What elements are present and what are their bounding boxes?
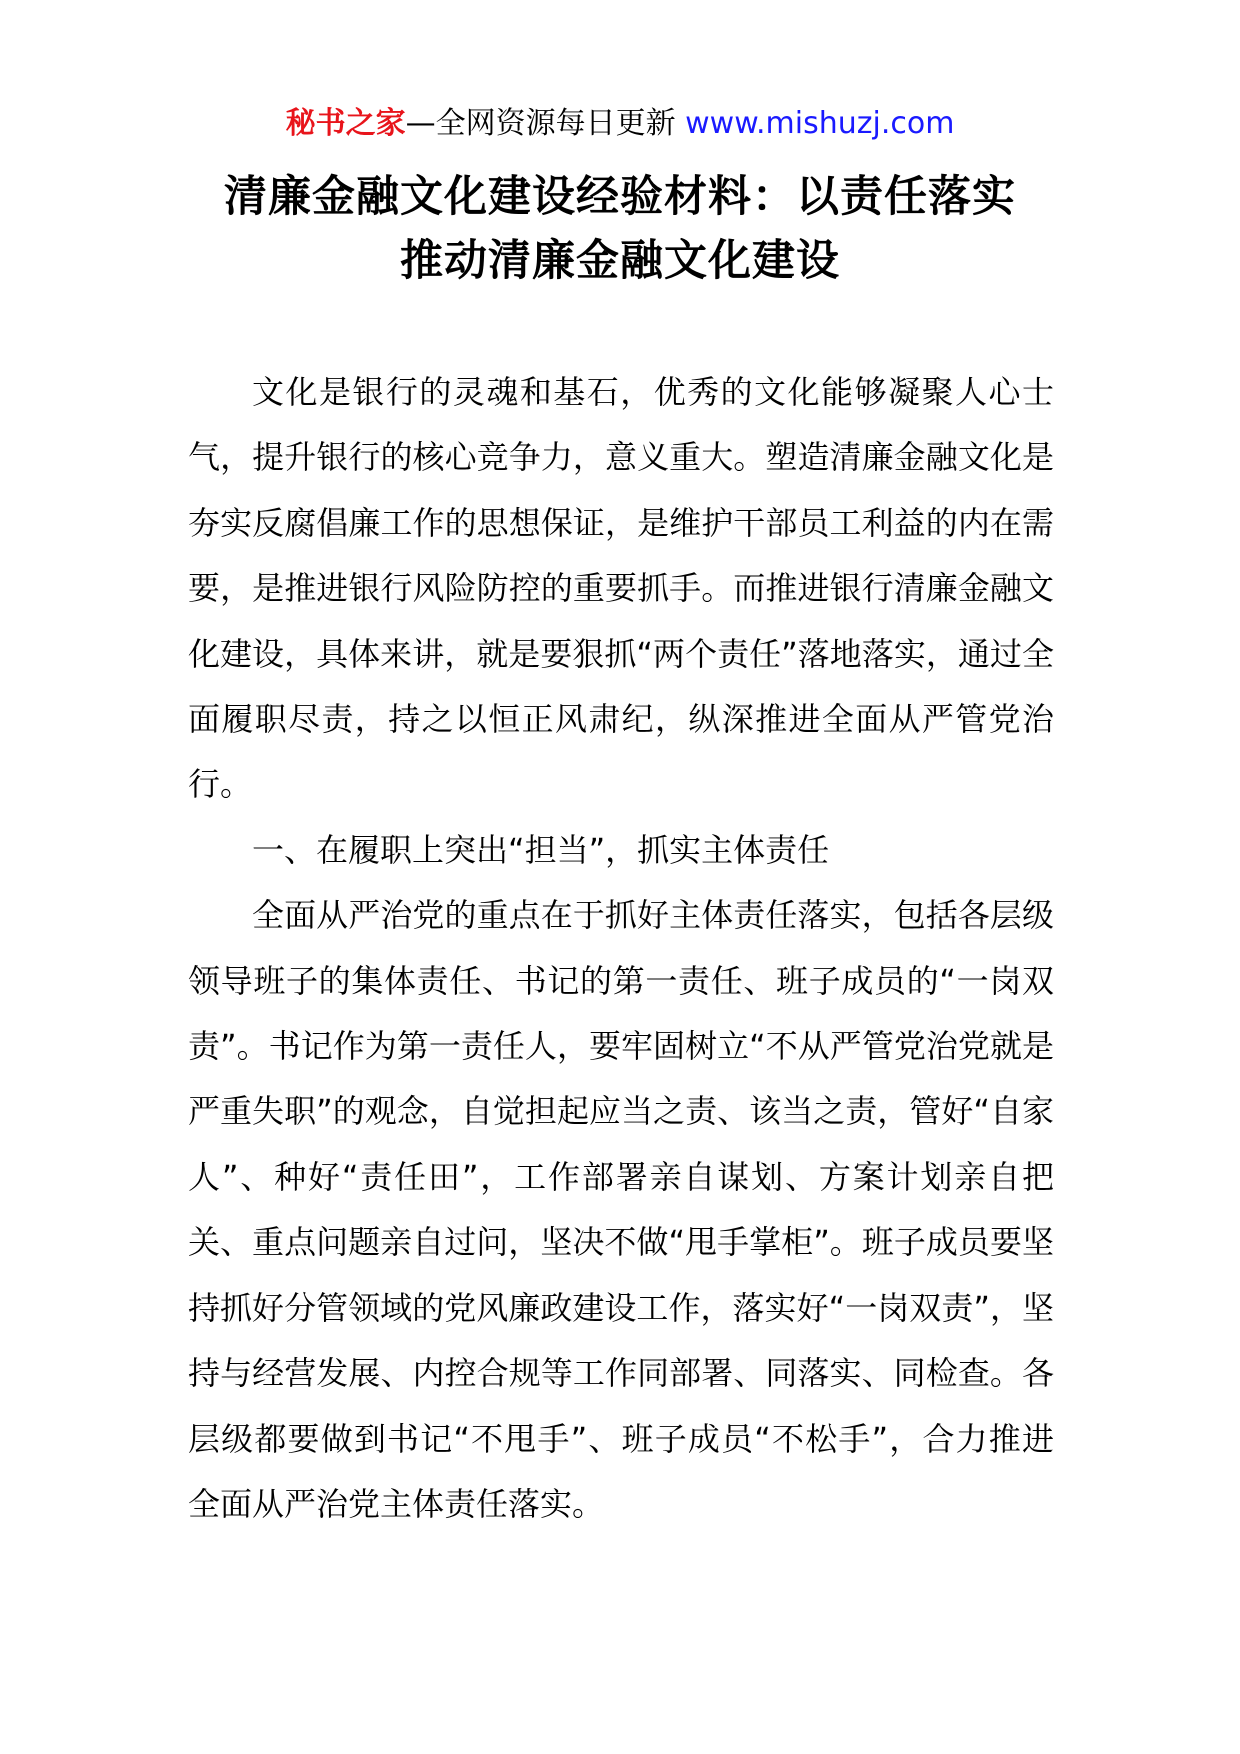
document-body — [188, 360, 1054, 1537]
intro-paragraph: 文化是银行的灵魂和基石，优秀的文化能够凝聚人心士气，提升银行的核心竞争力，意义重大。塑造清廉金融文化是夯实反腐倡廉工作的思想保证，是维护干部员工利益的内在需要，是推进银行风险防控的重要抓手。而推进银行清廉金融文化建设，具体来讲，就是要狠抓“两个责任”落地落实，通过全面履职尽责，持之以恒正风肃纪，纵深推进全面从严管党治行。 — [188, 373, 1054, 804]
title-line-1: 清廉金融文化建设经验材料：以责任落实 — [224, 172, 1016, 222]
site-url-link[interactable]: www.mishuzj.com — [685, 106, 955, 141]
site-brand: 秘书之家 — [285, 106, 406, 141]
section-heading-1: 一、在履职上突出“担当”，抓实主体责任 — [252, 830, 830, 869]
title-line-2: 推动清廉金融文化建设 — [400, 236, 840, 286]
site-tagline: —全网资源每日更新 — [405, 106, 686, 141]
section-1-paragraph: 全面从严治党的重点在于抓好主体责任落实，包括各层级领导班子的集体责任、书记的第一责任、班子成员的“一岗双责”。书记作为第一责任人，要牢固树立“不从严管党治党就是严重失职”的观念，自觉担起应当之责、该当之责，管好“自家人”、种好“责任田”，工作部署亲自谋划、方案计划亲自把关、重点问题亲自过问，坚决不做“甩手掌柜”。班子成员要坚持抓好分管领域的党风廉政建设工作，落实好“一岗双责”，坚持与经营发展、内控合规等工作同部署、同落实、同检查。各层级都要做到书记“不甩手”、班子成员“不松手”，合力推进全面从严治党主体责任落实。 — [188, 896, 1054, 1523]
document-title — [150, 165, 1090, 293]
site-header — [0, 100, 1240, 148]
